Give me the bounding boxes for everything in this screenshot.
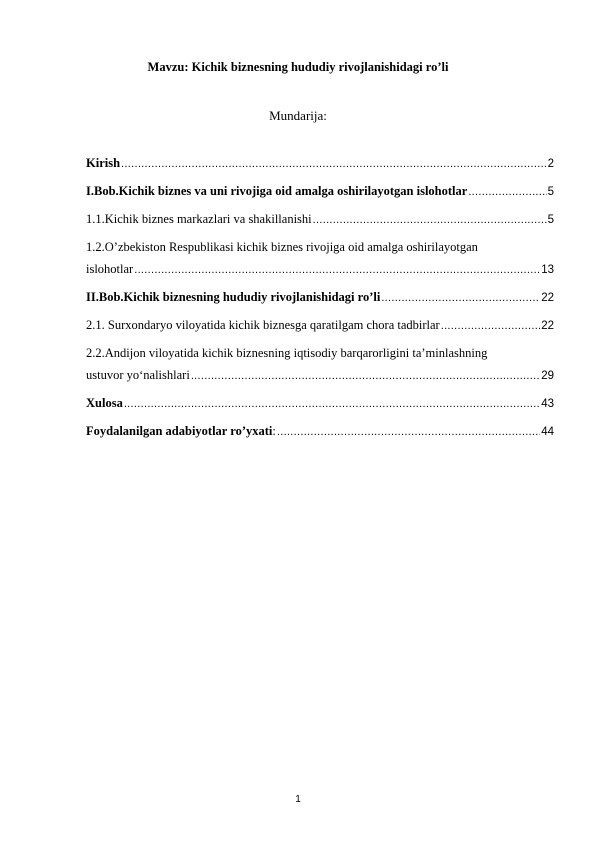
toc-page-number: 22 [541,292,554,304]
toc-entry-label: 2.1. Surxondaryo viloyatida kichik biznesga qaratilgam chora tadbirlar [86,318,440,332]
table-of-contents [86,156,554,452]
toc-entry-label: Kirish [86,156,121,170]
toc-leader-dots [134,264,540,276]
toc-leader-dots [381,292,540,304]
toc-entry-label: Xulosa [86,396,123,410]
toc-heading: Mundarija: [269,108,327,123]
toc-entry-label: I.Bob.Kichik biznes va uni rivojiga oid amalga oshirilayotgan islohotlar [86,184,468,198]
toc-page-number: 5 [547,214,554,226]
toc-leader-dots [313,214,547,226]
toc-page-number: 13 [541,264,554,276]
toc-page-number: 29 [541,370,554,382]
toc-entry-label: II.Bob.Kichik biznesning hududiy rivojlanishidagi ro’li [86,290,381,304]
toc-entry-chapter-2[interactable] [86,290,554,309]
toc-page-number: 2 [547,158,554,170]
toc-entry-section-2-2[interactable] [86,346,554,387]
toc-leader-dots [441,320,540,332]
toc-entry-label: Foydalanilgan adabiyotlar ro’yxati [86,424,273,438]
toc-entry-chapter-1[interactable] [86,184,554,203]
toc-leader-dots [468,186,546,198]
toc-entry-label: 1.2.O’zbekiston Respublikasi kichik biznes rivojiga oid amalga oshirilayotgan [86,240,478,254]
toc-entry-label-continued: islohotlar [86,262,134,276]
toc-entry-label-suffix: : [272,424,276,438]
toc-leader-dots [277,426,540,438]
toc-leader-dots [191,370,540,382]
toc-page-number: 43 [541,398,554,410]
toc-page-number: 22 [541,320,554,332]
toc-entry-section-1-1[interactable] [86,212,554,231]
toc-leader-dots [121,158,547,170]
toc-leader-dots [124,398,540,410]
toc-entry-section-2-1[interactable] [86,318,554,337]
toc-entry-label: 1.1.Kichik biznes markazlari va shakillanishi [86,212,312,226]
toc-entry-label-continued: ustuvor yo‘nalishlari [86,368,190,382]
toc-page-number: 44 [541,426,554,438]
toc-page-number: 5 [547,186,554,198]
toc-entry-label: 2.2.Andijon viloyatida kichik biznesning iqtisodiy barqarorligini ta’minlashning [86,346,488,360]
toc-entry-references[interactable] [86,424,554,443]
document-title: Mavzu: Kichik biznesning hududiy rivojlanishidagi ro’li [147,60,449,74]
toc-entry-kirish[interactable] [86,156,554,175]
page-number-footer: 1 [295,794,301,805]
toc-entry-xulosa[interactable] [86,396,554,415]
toc-entry-section-1-2[interactable] [86,240,554,281]
